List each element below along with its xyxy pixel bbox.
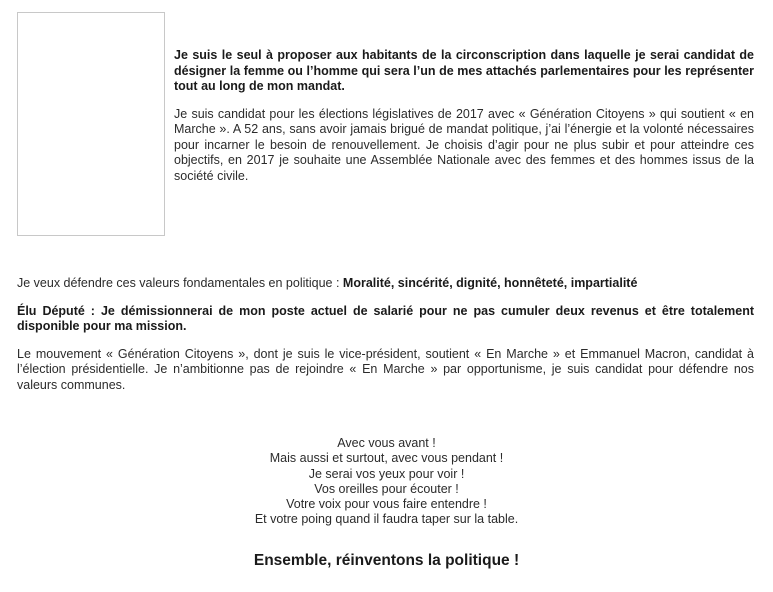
candidate-photo-placeholder [17,12,165,236]
values-lead: Je veux défendre ces valeurs fondamentales en politique : [17,276,343,290]
values-list: Moralité, sincérité, dignité, honnêteté, impartialité [342,276,638,290]
poem-line: Et votre poing quand il faudra taper sur la table. [254,512,519,527]
poem-line: Je serai vos yeux pour voir ! [308,466,465,481]
intro-section [174,48,754,184]
poem-block [0,436,773,528]
intro-paragraph: Je suis candidat pour les élections législatives de 2017 avec « Génération Citoyens » qui soutient « en Marche ». A 52 ans, sans avoir jamais brigué de mandat politique, j’ai l’énergie et la volonté nécessaires pour incarner le besoin de renouvellement. Je choisis d’agir pour ne plus subir et pour atteindre ces objectifs, en 2017 je souhaite une Assemblée Nationale avec des femmes et des hommes issus de la société civile. [174,106,754,183]
values-paragraph [17,276,754,292]
closing-slogan: Ensemble, réinventons la politique ! [253,552,520,569]
poem-line: Vos oreilles pour écouter ! [314,481,459,496]
intro-bold-paragraph: Je suis le seul à proposer aux habitants de la circonscription dans laquelle je serai candidat de désigner la femme ou l’homme qui sera l’un de mes attachés parlementaires pour les représenter tout au long de mon mandat. [174,48,754,93]
poem-line: Votre voix pour vous faire entendre ! [286,497,487,512]
main-section [17,276,754,405]
poem-line: Mais aussi et surtout, avec vous pendant ! [269,451,504,466]
poem-line: Avec vous avant ! [337,436,436,450]
movement-paragraph: Le mouvement « Génération Citoyens », dont je suis le vice-président, soutient « En Marche » et Emmanuel Macron, candidat à l’élection présidentielle. Je n’ambitionne pas de rejoindre « En Marche » par opportunisme, je suis candidat pour défendre nos valeurs communes. [17,346,754,392]
commitment-paragraph: Élu Député : Je démissionnerai de mon poste actuel de salarié pour ne pas cumuler deux revenus et être totalement disponible pour ma mission. [17,303,754,333]
